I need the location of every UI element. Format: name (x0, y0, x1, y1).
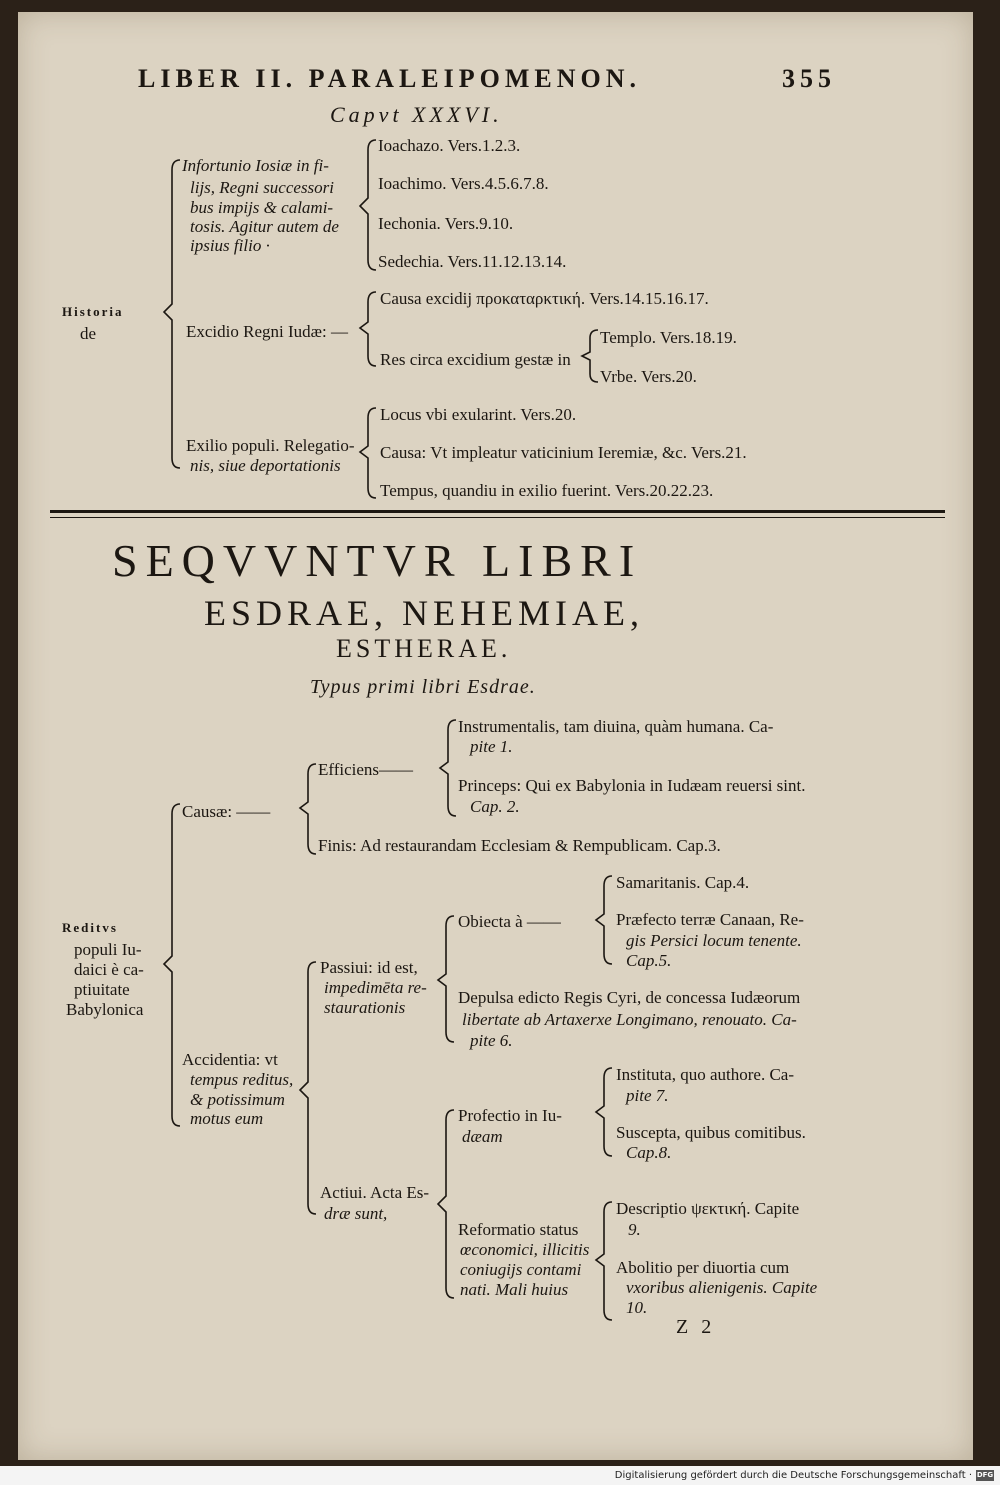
signature-mark: Z 2 (676, 1316, 716, 1338)
finis-line: Finis: Ad restaurandam Ecclesiam & Rempublicam. Cap.3. (318, 836, 721, 855)
exilio-line: Exilio populi. Relegatio- (186, 436, 355, 455)
chart2-root-label: Babylonica (66, 1000, 144, 1019)
footer-credit: Digitalisierung gefördert durch die Deutsche Forschungsgemeinschaft · (614, 1470, 972, 1481)
passiui-line: impedimēta re- (324, 978, 427, 997)
chart1-root-label: de (80, 324, 97, 343)
descriptio-line: 9. (628, 1220, 641, 1239)
chart2-root-label: populi Iu- (74, 940, 142, 959)
princeps-line: Princeps: Qui ex Babylonia in Iudæam reuersi sint. (458, 776, 806, 795)
accidentia-line: tempus reditus, (190, 1070, 294, 1089)
brace-accidentia (302, 960, 322, 1218)
actiui-line: Actiui. Acta Es- (320, 1183, 430, 1202)
title-line3: ESTHERAE. (336, 634, 512, 663)
passiui-line: Passiui: id est, (320, 958, 418, 977)
brace-profectio (598, 1066, 618, 1160)
infortunio-line: lijs, Regni successori (190, 178, 335, 197)
praefecto-line: Cap.5. (626, 951, 672, 970)
dfg-logo: DFG (976, 1471, 994, 1479)
accidentia-line: Accidentia: vt (182, 1050, 278, 1069)
infortunio-line: ipsius filio · (190, 236, 270, 255)
chapter-heading: Capvt XXXVI. (330, 102, 503, 127)
infortunio-line: bus impijs & calami- (190, 198, 334, 217)
praefecto-line: gis Persici locum tenente. (626, 931, 802, 950)
causae-label: Causæ: —— (182, 802, 271, 821)
abolitio-line: vxoribus alienigenis. Capite (626, 1278, 818, 1297)
title-line1: SEQVVNTVR LIBRI (112, 535, 643, 586)
princeps-line: Cap. 2. (470, 797, 520, 816)
praefecto-line: Præfecto terræ Canaan, Re- (616, 910, 804, 929)
efficiens-label: Efficiens—— (318, 760, 414, 779)
excidio-label: Excidio Regni Iudæ: — (186, 322, 348, 341)
reformatio-line: coniugijs contami (460, 1260, 582, 1279)
causa-exilii: Causa: Vt impleatur vaticinium Ieremiæ, &c. Vers.21. (380, 443, 747, 462)
chart2-root-label: daici è ca- (74, 960, 144, 979)
actiui-line: dræ sunt, (324, 1204, 388, 1223)
king-ioachazo: Ioachazo. Vers.1.2.3. (378, 136, 521, 155)
reformatio-line: nati. Mali huius (460, 1280, 569, 1299)
brace-reditus (168, 802, 188, 1128)
descriptio-line: Descriptio ψεκτική. Capite (616, 1199, 800, 1218)
chart2-root-label: ptiuitate (74, 980, 130, 999)
brace-actiui (440, 1108, 460, 1302)
instrumentalis-line: Instrumentalis, tam diuina, quàm humana. Ca- (458, 717, 774, 736)
instrumentalis-line: pite 1. (470, 737, 513, 756)
page-number: 355 (782, 64, 836, 93)
king-sedechia: Sedechia. Vers.11.12.13.14. (378, 252, 567, 271)
depulsa-line: Depulsa edicto Regis Cyri, de concessa Iudæorum (458, 988, 801, 1007)
brace-excidio (362, 290, 382, 370)
infortunio-line: Infortunio Iosiæ in fi- (182, 156, 329, 175)
brace-obiecta (598, 874, 618, 968)
digitization-footer (0, 1466, 1000, 1485)
accidentia-line: motus eum (190, 1109, 264, 1128)
abolitio-line: 10. (626, 1298, 648, 1317)
brace-exilio (362, 406, 382, 502)
section-rule-thin (50, 517, 945, 518)
reformatio-line: Reformatio status (458, 1220, 579, 1239)
samaritanis: Samaritanis. Cap.4. (616, 873, 750, 892)
depulsa-line: pite 6. (470, 1031, 513, 1050)
tempus: Tempus, quandiu in exilio fuerint. Vers.20.22.23. (380, 481, 714, 500)
title-line2: ESDRAE, NEHEMIAE, (204, 593, 644, 633)
urbe: Vrbe. Vers.20. (600, 367, 697, 386)
instituta-line: Instituta, quo authore. Ca- (616, 1065, 794, 1084)
locus: Locus vbi exularint. Vers.20. (380, 405, 577, 424)
passiui-line: staurationis (324, 998, 406, 1017)
causa-excidij: Causa excidij προκαταρκτική. Vers.14.15.16.17. (380, 289, 709, 308)
res-circa: Res circa excidium gestæ in (380, 350, 571, 369)
chart1-root-label: Historia (62, 304, 124, 319)
profectio-line: Profectio in Iu- (458, 1106, 562, 1125)
brace-reformatio (598, 1200, 618, 1324)
brace-historia (168, 158, 188, 470)
brace-passiui (440, 914, 460, 1046)
templo: Templo. Vers.18.19. (600, 328, 737, 347)
exilio-line: nis, siue deportationis (190, 456, 341, 475)
chart2-root-label: Reditvs (62, 920, 118, 935)
running-title: LIBER II. PARALEIPOMENON. (138, 64, 642, 93)
subtitle: Typus primi libri Esdrae. (310, 676, 536, 698)
infortunio-line: tosis. Agitur autem de (190, 217, 339, 236)
reformatio-line: œconomici, illicitis (460, 1240, 590, 1259)
profectio-line: dæam (462, 1127, 503, 1146)
abolitio-line: Abolitio per diuortia cum (616, 1258, 790, 1277)
depulsa-line: libertate ab Artaxerxe Longimano, renouato. Ca- (462, 1010, 797, 1029)
section-rule (50, 510, 945, 513)
suscepta-line: Cap.8. (626, 1143, 672, 1162)
king-iechonia: Iechonia. Vers.9.10. (378, 214, 514, 233)
king-ioachimo: Ioachimo. Vers.4.5.6.7.8. (378, 174, 549, 193)
accidentia-line: & potissimum (190, 1090, 285, 1109)
instituta-line: pite 7. (626, 1086, 669, 1105)
obiecta-label: Obiecta à —— (458, 912, 561, 931)
suscepta-line: Suscepta, quibus comitibus. (616, 1123, 806, 1142)
